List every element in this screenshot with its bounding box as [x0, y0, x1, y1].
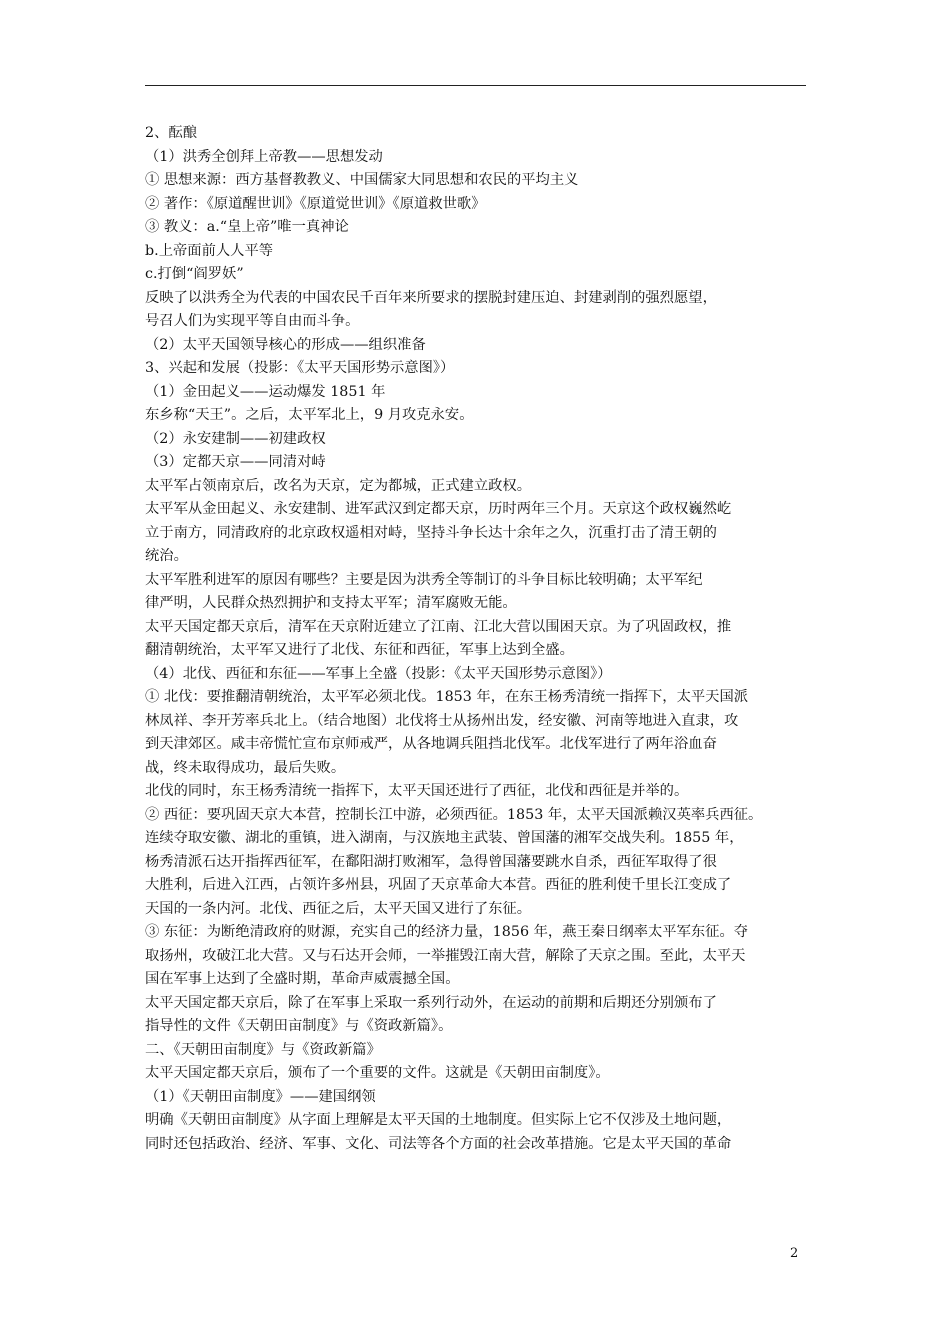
text-line: 反映了以洪秀全为代表的中国农民千百年来所要求的摆脱封建压迫、封建剥削的强烈愿望，: [145, 289, 717, 306]
text-line: 取扬州，攻破江北大营。又与石达开会师，一举摧毁江南大营，解除了天京之围。至此，太平天: [145, 947, 746, 964]
text-line: 杨秀清派石达开指挥西征军，在鄱阳湖打败湘军，急得曾国藩要跳水自杀，西征军取得了很: [145, 853, 717, 870]
text-line: （2）永安建制——初建政权: [145, 430, 326, 447]
text-line: 二、《天朝田亩制度》与《资政新篇》: [145, 1041, 381, 1058]
text-line: （2）太平天国领导核心的形成——组织准备: [145, 336, 426, 353]
text-line: 翻清朝统治，太平军又进行了北伐、东征和西征，军事上达到全盛。: [145, 642, 574, 658]
text-line: ② 著作：《原道醒世训》《原道觉世训》《原道救世歌》: [145, 195, 486, 212]
text-line: （3）定都天京——同清对峙: [145, 454, 326, 470]
text-line: 太平天国定都天京后，颁布了一个重要的文件。这就是《天朝田亩制度》。: [145, 1065, 610, 1081]
text-line: ① 思想来源：西方基督教教义、中国儒家大同思想和农民的平均主义: [145, 172, 579, 188]
text-line: 指导性的文件《天朝田亩制度》与《资政新篇》。: [145, 1018, 453, 1034]
text-line: 律严明，人民群众热烈拥护和支持太平军；清军腐败无能。: [145, 595, 517, 611]
text-line: （1）《天朝田亩制度》——建国纲领: [145, 1088, 376, 1105]
text-line: c.打倒“阎罗妖”: [145, 266, 244, 282]
header-rule: [145, 85, 806, 86]
text-line: ② 西征：要巩固天京大本营，控制长江中游，必须西征。1853 年，太平天国派赖汉英率兵西征。: [145, 806, 763, 823]
text-line: 统治。: [145, 548, 188, 564]
text-line: 立于南方，同清政府的北京政权遥相对峙，坚持斗争长达十余年之久，沉重打击了清王朝的: [145, 524, 717, 541]
text-line: 东乡称“天王”。之后，太平军北上，9 月攻克永安。: [145, 407, 474, 423]
text-line: 号召人们为实现平等自由而斗争。: [145, 313, 360, 329]
text-line: 到天津郊区。咸丰帝慌忙宣布京师戒严，从各地调兵阻挡北伐军。北伐军进行了两年浴血奋: [145, 736, 717, 752]
text-line: 大胜利，后进入江西，占领许多州县，巩固了天京革命大本营。西征的胜利使千里长江变成了: [145, 877, 732, 893]
text-line: 太平军占领南京后，改名为天京，定为都城，正式建立政权。: [145, 477, 532, 494]
text-line: 太平天国定都天京后，清军在天京附近建立了江南、江北大营以围困天京。为了巩固政权，推: [145, 618, 732, 635]
text-line: 太平军从金田起义、永安建制、进军武汉到定都天京，历时两年三个月。天京这个政权巍然屹: [145, 501, 732, 517]
text-line: 太平军胜利进军的原因有哪些？主要是因为洪秀全等制订的斗争目标比较明确；太平军纪: [145, 571, 703, 588]
text-line: 3、兴起和发展（投影：《太平天国形势示意图》）: [145, 360, 455, 376]
text-line: 2、酝酿: [145, 125, 197, 141]
text-line: 同时还包括政治、经济、军事、文化、司法等各个方面的社会改革措施。它是太平天国的革命: [145, 1135, 732, 1152]
text-line: 北伐的同时，东王杨秀清统一指挥下，太平天国还进行了西征，北伐和西征是并举的。: [145, 783, 689, 799]
text-line: 连续夺取安徽、湖北的重镇，进入湖南，与汉族地主武装、曾国藩的湘军交战失利。1855 年，: [145, 830, 744, 846]
text-line: ③ 东征：为断绝清政府的财源，充实自己的经济力量，1856 年，燕王秦日纲率太平军东征。夺: [145, 924, 749, 940]
text-line: ① 北伐：要推翻清朝统治，太平军必须北伐。1853 年，在东王杨秀清统一指挥下，太平天国派: [145, 689, 749, 705]
text-line: （4）北伐、西征和东征——军事上全盛（投影：《太平天国形势示意图》）: [145, 665, 612, 682]
text-line: 明确《天朝田亩制度》从字面上理解是太平天国的土地制度。但实际上它不仅涉及土地问题，: [145, 1112, 732, 1128]
text-line: b.上帝面前人人平等: [145, 242, 274, 259]
document-body: [145, 122, 808, 1156]
text-line: （1）洪秀全创拜上帝教——思想发动: [145, 148, 383, 165]
text-line: 国在军事上达到了全盛时期，革命声威震撼全国。: [145, 971, 460, 987]
text-line: 林凤祥、李开芳率兵北上。（结合地图）北伐将士从扬州出发，经安徽、河南等地进入直隶，攻: [145, 712, 739, 729]
text-line: ③ 教义：a.“皇上帝”唯一真神论: [145, 219, 349, 235]
text-line: （1）金田起义——运动爆发 1851 年: [145, 383, 386, 400]
text-line: 天国的一条内河。北伐、西征之后，太平天国又进行了东征。: [145, 900, 532, 917]
page-number: 2: [790, 1246, 799, 1261]
text-line: 太平天国定都天京后，除了在军事上采取一系列行动外，在运动的前期和后期还分别颁布了: [145, 994, 717, 1011]
text-line: 战，终未取得成功，最后失败。: [145, 759, 346, 776]
